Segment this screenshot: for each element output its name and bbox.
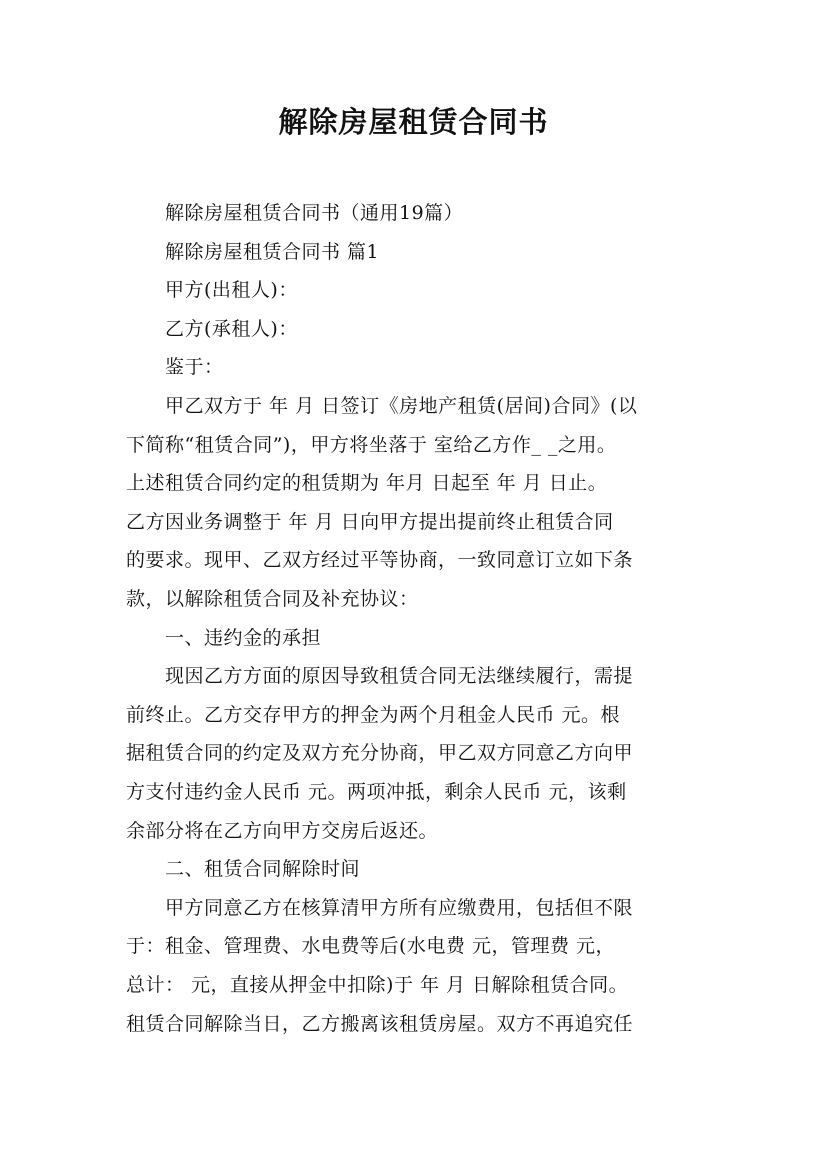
paragraph-line: 前终止。乙方交存甲方的押金为两个月租金人民币 元。根 xyxy=(126,703,621,726)
paragraph-line: 方支付违约金人民币 元。两项冲抵，剩余人民币 元，该剩 xyxy=(126,781,627,803)
paragraph-line: 甲方(出租人)： xyxy=(126,279,298,302)
paragraph-line: 二、租赁合同解除时间 xyxy=(126,858,361,881)
paragraph-line: 解除房屋租赁合同书 篇1 xyxy=(126,240,380,263)
paragraph-line: 于：租金、管理费、水电费等后(水电费 元，管理费 元， xyxy=(126,935,615,958)
paragraph-line: 租赁合同解除当日，乙方搬离该租赁房屋。双方不再追究任 xyxy=(126,1012,634,1035)
paragraph-line: 甲方同意乙方在核算清甲方所有应缴费用，包括但不限 xyxy=(126,896,634,919)
paragraph-line: 下简称“租赁合同”)，甲方将坐落于 室给乙方作_ _之用。 xyxy=(126,433,617,456)
paragraph-line: 的要求。现甲、乙双方经过平等协商，一致同意订立如下条 xyxy=(126,549,634,572)
paragraph-line: 乙方因业务调整于 年 月 日向甲方提出提前终止租赁合同 xyxy=(126,510,614,533)
paragraph-line: 余部分将在乙方向甲方交房后返还。 xyxy=(126,819,439,842)
paragraph-line: 上述租赁合同约定的租赁期为 年月 日起至 年 月 日止。 xyxy=(126,472,608,495)
paragraph-line: 据租赁合同的约定及双方充分协商，甲乙双方同意乙方向甲 xyxy=(126,742,634,765)
document-title: 解除房屋租赁合同书 xyxy=(278,105,549,139)
paragraph-line: 现因乙方方面的原因导致租赁合同无法继续履行，需提 xyxy=(126,665,634,688)
paragraph-line: 款，以解除租赁合同及补充协议： xyxy=(126,588,419,610)
paragraph-line: 总计： 元，直接从押金中扣除)于 年 月 日解除租赁合同。 xyxy=(126,974,629,996)
paragraph-line: 一、违约金的承担 xyxy=(126,626,322,649)
paragraph-line: 鉴于： xyxy=(126,356,224,379)
paragraph-line: 乙方(承租人)： xyxy=(126,317,298,340)
paragraph-line: 甲乙双方于 年 月 日签订《房地产租赁(居间)合同》(以 xyxy=(126,395,638,417)
paragraph-line: 解除房屋租赁合同书（通用19篇） xyxy=(126,202,464,224)
